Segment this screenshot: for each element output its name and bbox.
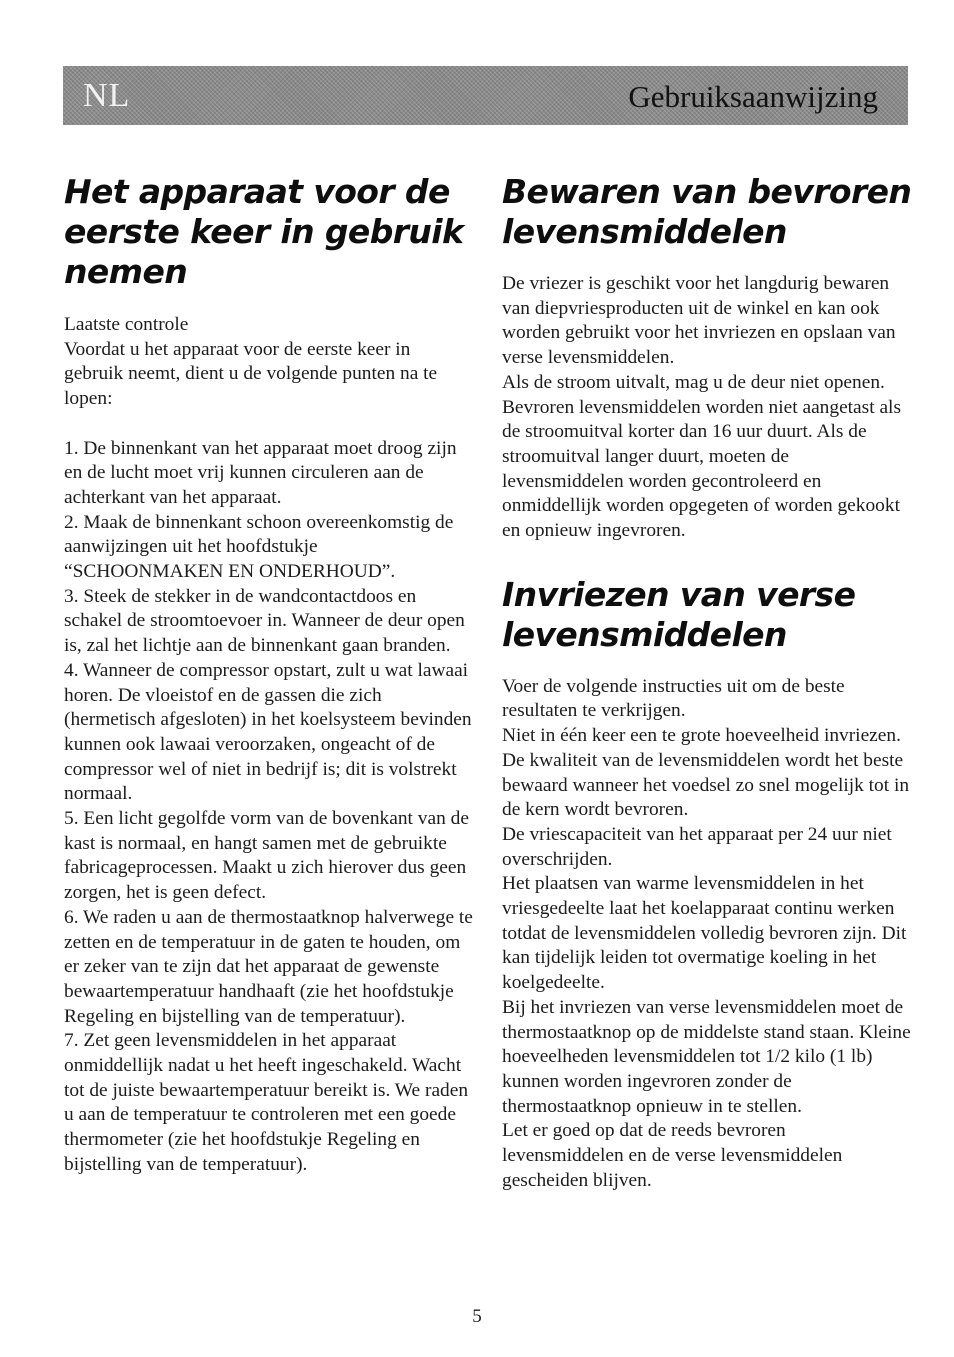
paragraph: Let er goed op dat de reeds bevroren levensmiddelen en de verse levensmiddelen gescheiden blijven. — [502, 1120, 843, 1191]
section-heading-first-use: Het apparaat voor de eerste keer in gebruik nemen — [64, 172, 464, 291]
first-use-body — [64, 313, 474, 1178]
section-heading-freezing-fresh: Invriezen van verse levensmiddelen — [502, 574, 856, 654]
list-item: 3. Steek de stekker in de wandcontactdoos en schakel de stroomtoevoer in. Wanneer de deur open is, zal het lichtje aan de binnenkant gaan branden. — [64, 585, 465, 657]
list-item: 6. We raden u aan de thermostaatknop halverwege te zetten en de temperatuur in de gaten te houden, om er zeker van te zijn dat het apparaat de gewenste bewaartemperatuur handhaaft (zie het hoofdstukje Regeling en bijstelling van de temperatuur). — [64, 906, 473, 1027]
list-item: 2. Maak de binnenkant schoon overeenkomstig de aanwijzingen uit het hoofdstukje “SCHOONMAKEN EN ONDERHOUD”. — [64, 511, 454, 583]
header-band — [63, 66, 908, 125]
list-item: 5. Een licht gegolfde vorm van de bovenkant van de kast is normaal, en hangt samen met de gebruikte fabricageprocessen. Maakt u zich hierover dus geen zorgen, het is geen defect. — [64, 808, 469, 904]
paragraph: Niet in één keer een te grote hoeveelheid invriezen. De kwaliteit van de levensmiddelen wordt het beste bewaard wanneer het voedsel zo snel mogelijk tot in de kern wordt bevroren. — [502, 725, 910, 821]
language-label: NL — [83, 77, 131, 114]
list-item: 1. De binnenkant van het apparaat moet droog zijn en de lucht moet vrij kunnen circuleren aan de achterkant van het apparaat. — [64, 437, 457, 508]
subheading-last-check: Laatste controle — [64, 314, 189, 335]
header-title: Gebruiksaanwijzing — [628, 79, 878, 114]
list-item: 4. Wanneer de compressor opstart, zult u wat lawaai horen. De vloeistof en de gassen die zich (hermetisch afgesloten) in het koelsysteem bevinden kunnen ook lawaai veroorzaken, ongeacht of de compressor wel of niet in bedrijf is; dit is volstrekt normaal. — [64, 659, 472, 805]
section-heading-storing-frozen: Bewaren van bevroren levensmiddelen — [502, 172, 912, 251]
left-column — [64, 172, 474, 1178]
paragraph: Bij het invriezen van verse levensmiddelen moet de thermostaatknop op de middelste stand staan. Kleine hoeveelheden levensmiddelen tot 1/2 kilo (1 lb) kunnen worden ingevroren zonder de thermostaatknop opnieuw in te stellen. — [502, 996, 911, 1117]
paragraph: De vriescapaciteit van het apparaat per 24 uur niet overschrijden. — [502, 823, 892, 870]
right-column — [502, 172, 912, 1194]
intro-paragraph: Voordat u het apparaat voor de eerste keer in gebruik neemt, dient u de volgende punten na te lopen: — [64, 338, 438, 410]
freezing-fresh-body — [502, 675, 912, 1194]
paragraph: Het plaatsen van warme levensmiddelen in het vriesgedeelte laat het koelapparaat continu werken totdat de levensmiddelen volledig bevroren zijn. Dit kan tijdelijk leiden tot overmatige koeling in het koelgedeelte. — [502, 873, 907, 994]
paragraph: Als de stroom uitvalt, mag u de deur niet openen. Bevroren levensmiddelen worden niet aangetast als de stroomuitval korter dan 16 uur duurt. Als de stroomuitval langer duurt, moeten de levensmiddelen worden gecontroleerd en onmiddellijk worden opgegeten of worden gekookt en opnieuw ingevroren. — [502, 371, 901, 542]
page-number: 5 — [472, 1306, 482, 1327]
storing-frozen-body — [502, 272, 912, 544]
list-item: 7. Zet geen levensmiddelen in het apparaat onmiddellijk nadat u het heeft ingeschakeld. Wacht tot de juiste bewaartemperatuur bereikt is. We raden u aan de temperatuur te controleren met een goede thermometer (zie het hoofdstukje Regeling en bijstelling van de temperatuur). — [64, 1030, 469, 1175]
paragraph: De vriezer is geschikt voor het langdurig bewaren van diepvriesproducten uit de winkel en kan ook worden gebruikt voor het invriezen en opslaan van verse levensmiddelen. — [502, 273, 896, 369]
paragraph: Voer de volgende instructies uit om de beste resultaten te verkrijgen. — [502, 675, 845, 722]
